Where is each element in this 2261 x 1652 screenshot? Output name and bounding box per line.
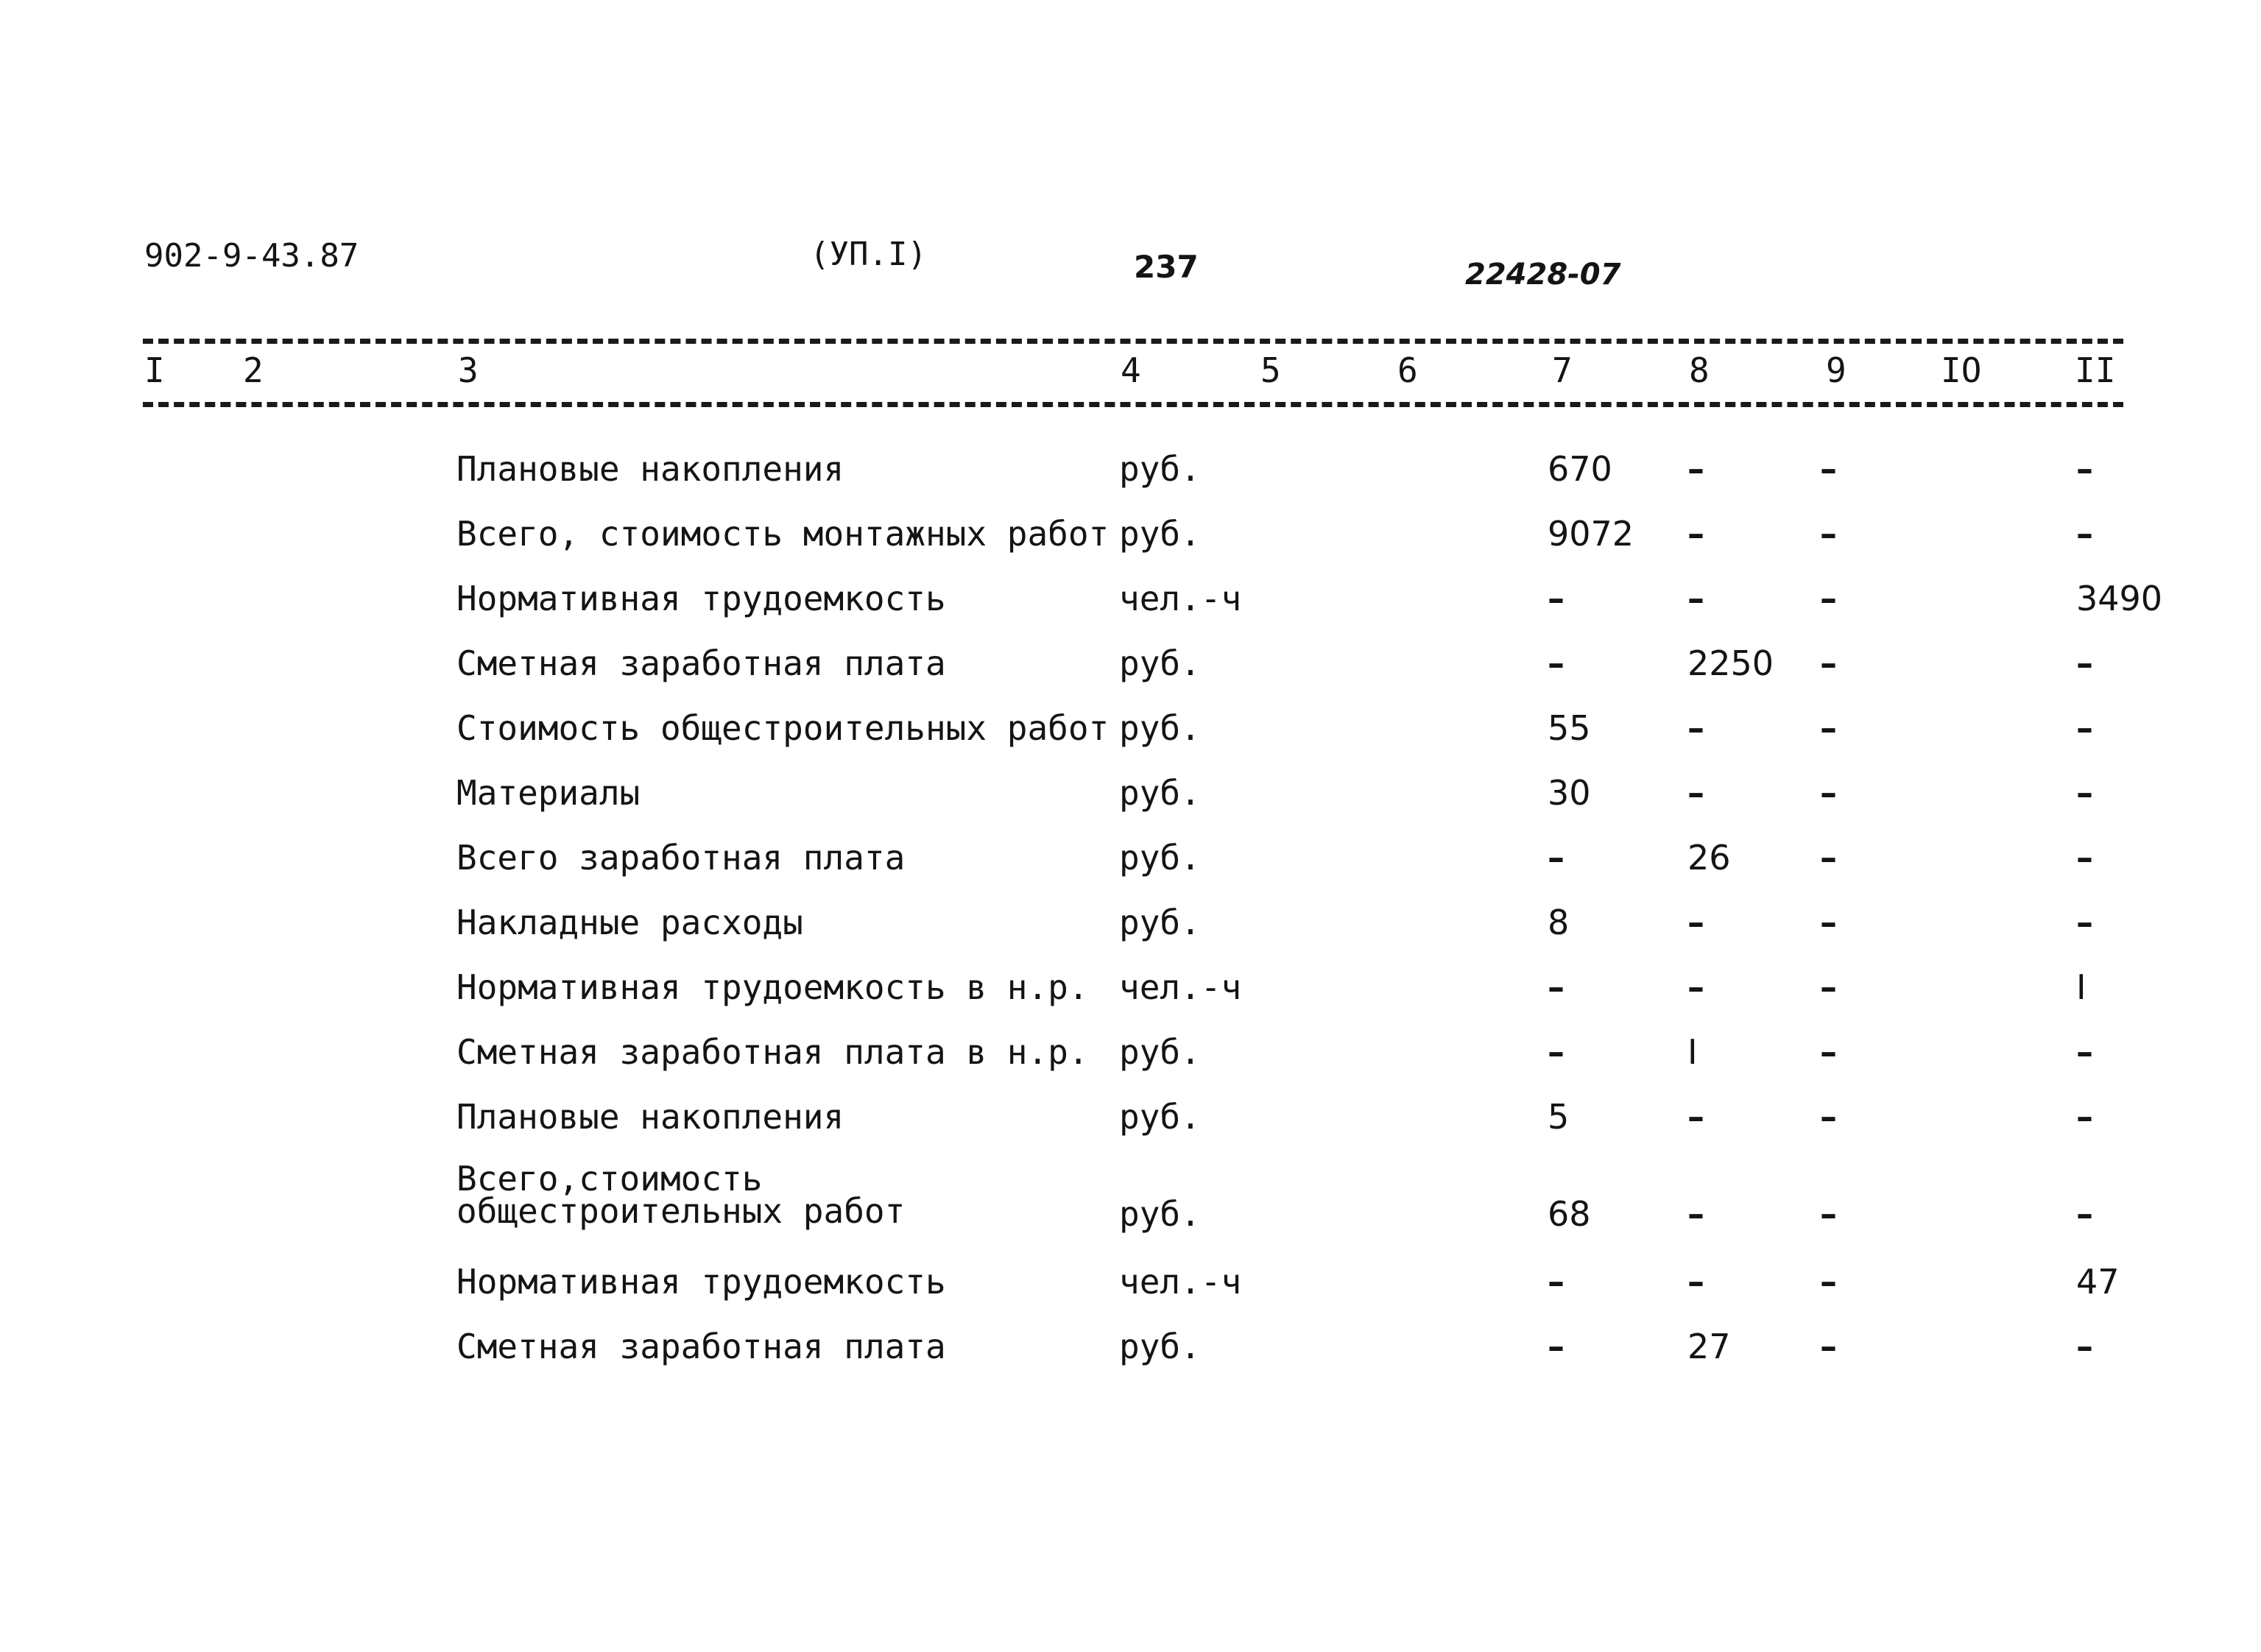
row-unit: чел.-ч (1119, 1262, 1242, 1302)
row-col9-value: – (1820, 643, 1837, 683)
row-unit: руб. (1119, 1032, 1201, 1072)
row-col7-value: – (1548, 1032, 1565, 1072)
row-col11-value: 3490 (2076, 579, 2163, 618)
row-col8-value: – (1687, 903, 1704, 942)
row-col11-value: – (2076, 1097, 2093, 1137)
column-number-1: I (144, 350, 165, 390)
row-col8-value: – (1687, 1194, 1704, 1234)
row-name: Стоимость общестроительных работ (456, 708, 1110, 748)
row-col9-value: – (1820, 514, 1837, 554)
row-col7-value: 30 (1548, 773, 1591, 813)
row-col11-value: – (2076, 514, 2093, 554)
column-number-3: 3 (458, 350, 479, 390)
row-col9-value: – (1820, 449, 1837, 489)
row-col8-value: – (1687, 708, 1704, 748)
row-col11-value: – (2076, 1194, 2093, 1234)
column-number-9: 9 (1826, 350, 1846, 390)
row-unit: руб. (1119, 773, 1201, 813)
row-unit: руб. (1119, 1097, 1201, 1137)
row-name: Сметная заработная плата (456, 643, 946, 683)
table-row (0, 1159, 2261, 1259)
table-row (0, 1262, 2261, 1324)
row-name: Нормативная трудоемкость (456, 1262, 946, 1302)
table-row (0, 643, 2261, 705)
row-unit: руб. (1119, 514, 1201, 554)
row-col7-value: 670 (1548, 449, 1612, 489)
row-col9-value: – (1820, 1327, 1837, 1366)
row-col8-value: I (1687, 1032, 1698, 1072)
column-number-4: 4 (1121, 350, 1141, 390)
column-number-8: 8 (1689, 350, 1710, 390)
column-number-7: 7 (1552, 350, 1573, 390)
row-col9-value: – (1820, 708, 1837, 748)
table-row (0, 708, 2261, 770)
table-row (0, 514, 2261, 576)
row-col8-value: – (1687, 967, 1704, 1007)
table-row (0, 903, 2261, 964)
row-col9-value: – (1820, 1097, 1837, 1137)
row-col11-value: – (2076, 838, 2093, 878)
row-col11-value: – (2076, 1327, 2093, 1366)
handwritten-number: 22428-07 (1465, 258, 1621, 292)
row-col9-value: – (1820, 903, 1837, 942)
row-unit: чел.-ч (1119, 579, 1242, 618)
column-number-10: IO (1941, 350, 1982, 390)
column-number-11: II (2075, 350, 2116, 390)
row-col11-value: I (2076, 967, 2087, 1007)
row-name: Нормативная трудоемкость (456, 579, 946, 618)
row-col7-value: – (1548, 579, 1565, 618)
row-col9-value: – (1820, 773, 1837, 813)
row-col7-value: 55 (1548, 708, 1591, 748)
row-col11-value: – (2076, 773, 2093, 813)
row-col7-value: 8 (1548, 903, 1570, 942)
row-name: Плановые накопления (456, 1097, 844, 1137)
table-row (0, 773, 2261, 835)
row-name: Накладные расходы (456, 903, 803, 942)
row-col9-value: – (1820, 579, 1837, 618)
row-col7-value: 5 (1548, 1097, 1570, 1137)
document-code: 902-9-43.87 (144, 237, 359, 275)
row-name: Всего заработная плата (456, 838, 906, 878)
row-col11-value: – (2076, 449, 2093, 489)
row-name: Материалы (456, 773, 641, 813)
bottom-dashed-rule (143, 402, 2123, 407)
row-col11-value: – (2076, 643, 2093, 683)
row-col9-value: – (1820, 1032, 1837, 1072)
row-col9-value: – (1820, 1194, 1837, 1234)
row-col8-value: – (1687, 514, 1704, 554)
row-col11-value: 47 (2076, 1262, 2120, 1302)
row-col7-value: – (1548, 1262, 1565, 1302)
top-dashed-rule (143, 339, 2123, 344)
row-col9-value: – (1820, 967, 1837, 1007)
table-row (0, 1327, 2261, 1388)
row-col11-value: – (2076, 708, 2093, 748)
table-row (0, 579, 2261, 640)
table-row (0, 449, 2261, 511)
row-col8-value: 27 (1687, 1327, 1731, 1366)
row-name: Всего, стоимость монтажных работ (456, 514, 1110, 554)
column-number-6: 6 (1397, 350, 1418, 390)
row-col8-value: – (1687, 579, 1704, 618)
row-unit: руб. (1119, 643, 1201, 683)
row-col8-value: 2250 (1687, 643, 1774, 683)
row-col8-value: – (1687, 449, 1704, 489)
row-unit: чел.-ч (1119, 967, 1242, 1007)
row-col7-value: 9072 (1548, 514, 1634, 554)
row-col7-value: – (1548, 838, 1565, 878)
row-name: Плановые накопления (456, 449, 844, 489)
row-col7-value: – (1548, 967, 1565, 1007)
row-col9-value: – (1820, 838, 1837, 878)
table-row (0, 1097, 2261, 1159)
row-col8-value: 26 (1687, 838, 1731, 878)
column-number-5: 5 (1260, 350, 1281, 390)
table-row (0, 967, 2261, 1029)
row-unit: руб. (1119, 903, 1201, 942)
row-unit: руб. (1119, 708, 1201, 748)
row-unit: руб. (1119, 1327, 1201, 1366)
column-number-2: 2 (243, 350, 264, 390)
row-col8-value: – (1687, 1097, 1704, 1137)
row-col11-value: – (2076, 903, 2093, 942)
table-row (0, 1032, 2261, 1094)
row-col8-value: – (1687, 1262, 1704, 1302)
row-col9-value: – (1820, 1262, 1837, 1302)
row-name: Сметная заработная плата (456, 1327, 946, 1366)
row-name: Всего,стоимость общестроительных работ (456, 1159, 906, 1231)
row-col8-value: – (1687, 773, 1704, 813)
row-unit: руб. (1119, 838, 1201, 878)
row-unit: руб. (1119, 1194, 1201, 1234)
page-number: 237 (1134, 249, 1199, 285)
row-col7-value: 68 (1548, 1194, 1591, 1234)
row-name: Сметная заработная плата в н.р. (456, 1032, 1089, 1072)
section-label: (УП.I) (810, 236, 927, 273)
row-col7-value: – (1548, 1327, 1565, 1366)
row-col7-value: – (1548, 643, 1565, 683)
row-name: Нормативная трудоемкость в н.р. (456, 967, 1089, 1007)
row-col11-value: – (2076, 1032, 2093, 1072)
row-unit: руб. (1119, 449, 1201, 489)
table-row (0, 838, 2261, 900)
